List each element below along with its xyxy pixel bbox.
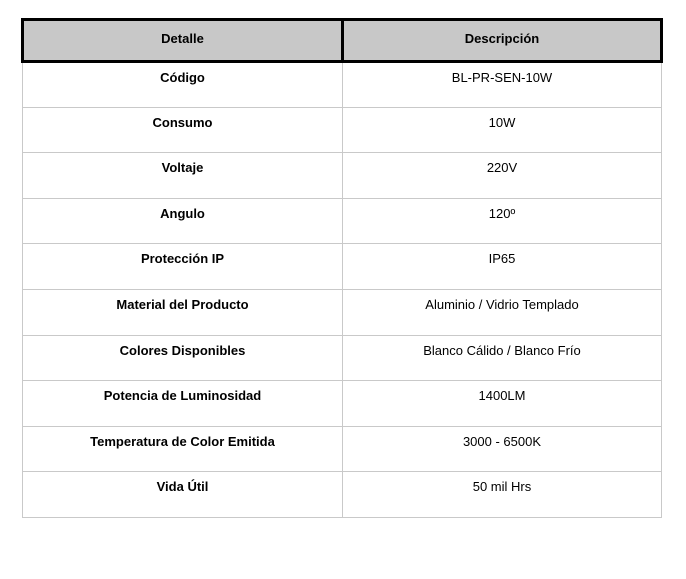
table-row [23, 472, 662, 518]
row-label: Consumo [23, 107, 343, 153]
row-label: Protección IP [23, 244, 343, 290]
table-row [23, 289, 662, 335]
row-value: Aluminio / Vidrio Templado [343, 289, 662, 335]
row-value: BL-PR-SEN-10W [343, 62, 662, 108]
table-row [23, 107, 662, 153]
row-value: Blanco Cálido / Blanco Frío [343, 335, 662, 381]
row-value: 1400LM [343, 381, 662, 427]
spec-table [21, 18, 663, 518]
row-value: 10W [343, 107, 662, 153]
header-detalle: Detalle [23, 20, 343, 62]
row-label: Voltaje [23, 153, 343, 199]
row-value: 3000 - 6500K [343, 426, 662, 472]
row-label: Código [23, 62, 343, 108]
table-row [23, 335, 662, 381]
table-row [23, 62, 662, 108]
table-row [23, 198, 662, 244]
table-row [23, 153, 662, 199]
row-value: 220V [343, 153, 662, 199]
row-value: IP65 [343, 244, 662, 290]
row-label: Potencia de Luminosidad [23, 381, 343, 427]
table-row [23, 381, 662, 427]
table-header-row [23, 20, 662, 62]
row-label: Vida Útil [23, 472, 343, 518]
table-row [23, 244, 662, 290]
row-value: 120º [343, 198, 662, 244]
row-label: Angulo [23, 198, 343, 244]
header-descripcion: Descripción [343, 20, 662, 62]
row-label: Material del Producto [23, 289, 343, 335]
row-value: 50 mil Hrs [343, 472, 662, 518]
row-label: Temperatura de Color Emitida [23, 426, 343, 472]
table-row [23, 426, 662, 472]
row-label: Colores Disponibles [23, 335, 343, 381]
